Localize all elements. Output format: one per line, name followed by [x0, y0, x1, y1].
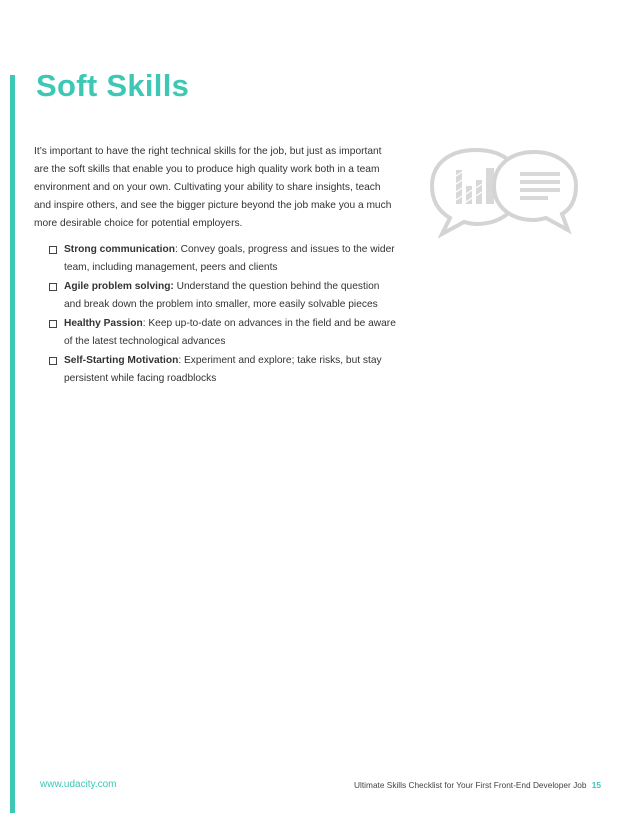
checklist-item: [49, 278, 399, 314]
item-text: : Experiment and explore; take risks, but stay persistent while facing roadblocks: [64, 355, 382, 384]
item-term: Healthy Passion: [64, 318, 143, 329]
footer-doc-title: Ultimate Skills Checklist for Your First Front-End Developer Job: [354, 780, 587, 790]
checkbox-icon[interactable]: [49, 283, 57, 291]
page-number: 15: [591, 780, 601, 790]
checklist-item: [49, 352, 399, 388]
speech-bubbles-chart-text-icon: [424, 146, 584, 238]
checkbox-icon[interactable]: [49, 320, 57, 328]
item-text: : Convey goals, progress and issues to the wider team, including management, peers and clients: [64, 244, 395, 273]
item-term: Strong communication: [64, 244, 175, 255]
accent-bar: [10, 75, 15, 813]
item-term: Agile problem solving:: [64, 281, 174, 292]
checkbox-icon[interactable]: [49, 246, 57, 254]
checklist-item: [49, 241, 399, 277]
footer-doc-info: [354, 780, 601, 790]
item-text: Understand the question behind the question and break down the problem into smaller, more easily solvable pieces: [64, 281, 380, 310]
item-term: Self-Starting Motivation: [64, 355, 179, 366]
footer-url-link[interactable]: www.udacity.com: [40, 779, 117, 790]
skills-checklist: [49, 241, 399, 389]
item-text: : Keep up-to-date on advances in the field and be aware of the latest technological advances: [64, 318, 396, 347]
page-title: Soft Skills: [36, 68, 190, 103]
checklist-item: [49, 315, 399, 351]
checkbox-icon[interactable]: [49, 357, 57, 365]
intro-paragraph: It’s important to have the right technical skills for the job, but just as important are the soft skills that enable you to produce high quality work both in a team environment and on your own. Cultivating your ability to share insights, teach and inspire others, and see the bigger picture beyond the job make you a much more desirable choice for potential employers.: [34, 146, 392, 229]
